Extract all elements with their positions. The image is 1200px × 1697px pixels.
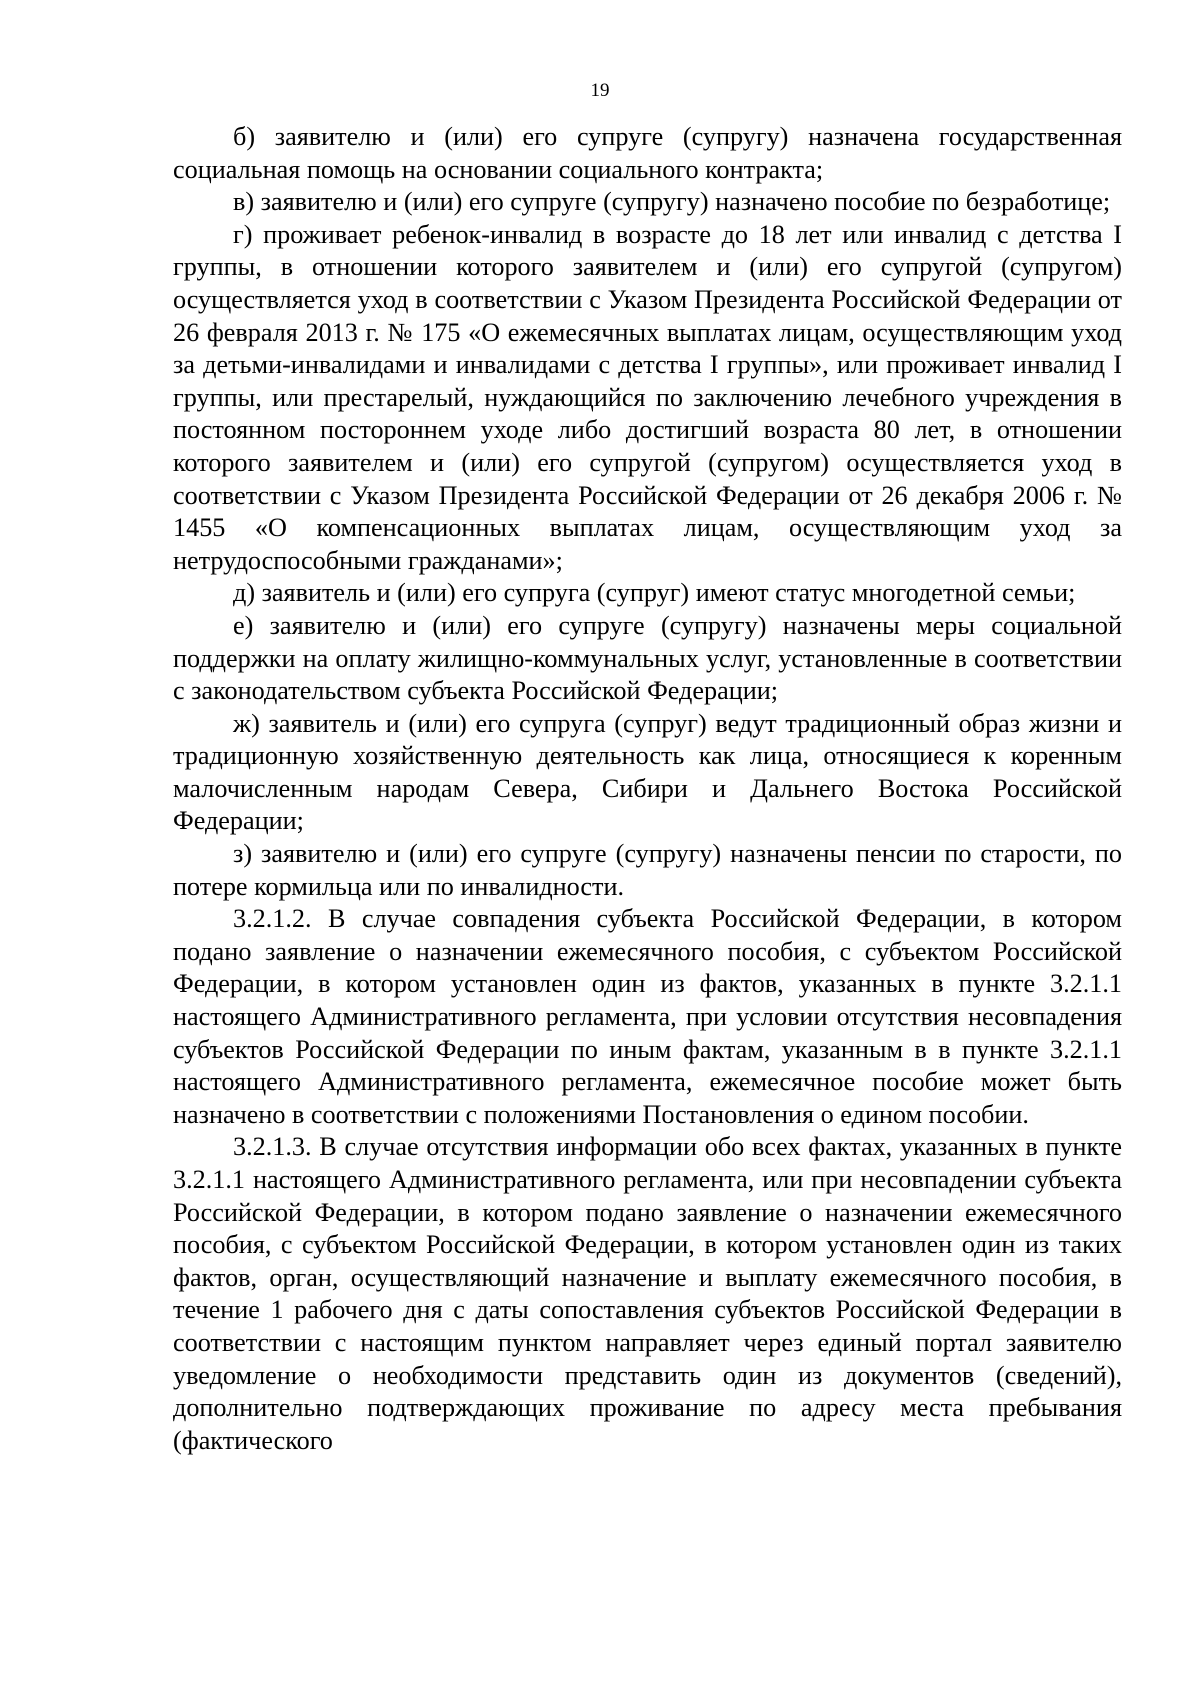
paragraph-3-2-1-2: 3.2.1.2. В случае совпадения субъекта Российской Федерации, в котором подано заявление о назначении ежемесячного пособия, с субъектом Российской Федерации, в котором установлен один из фактов, указанных в пункте 3.2.1.1 настоящего Административного регламента, при условии отсутствия несовпадения субъектов Российской Федерации по иным фактам, указанным в в пункте 3.2.1.1 настоящего Административного регламента, ежемесячное пособие может быть назначено в соответствии с положениями Постановления о едином пособии. — [173, 904, 1122, 1129]
paragraph-3-2-1-3: 3.2.1.3. В случае отсутствия информации обо всех фактах, указанных в пункте 3.2.1.1 настоящего Административного регламента, или при несовпадении субъекта Российской Федерации, в котором подано заявление о назначении ежемесячного пособия, с субъектом Российской Федерации, в котором установлен один из таких фактов, орган, осуществляющий назначение и выплату ежемесячного пособия, в течение 1 рабочего дня с даты сопоставления субъектов Российской Федерации в соответствии с настоящим пунктом направляет через единый портал заявителю уведомление о необходимости представить один из документов (сведений), дополнительно подтверждающих проживание по адресу места пребывания (фактического — [173, 1132, 1122, 1455]
paragraph-e: е) заявителю и (или) его супруге (супругу) назначены меры социальной поддержки на оплату жилищно-коммунальных услуг, установленные в соответствии с законодательством субъекта Российской Федерации; — [173, 610, 1122, 706]
paragraph-d: д) заявитель и (или) его супруга (супруг) имеют статус многодетной семьи; — [233, 578, 1076, 608]
paragraph-b: б) заявителю и (или) его супруге (супругу) назначена государственная социальная помощь на основании социального контракта; — [173, 122, 1122, 184]
document-body — [173, 121, 1122, 1457]
paragraph-v: в) заявителю и (или) его супруге (супругу) назначено пособие по безработице; — [233, 187, 1111, 217]
paragraph-z: з) заявителю и (или) его супруге (супругу) назначены пенсии по старости, по потере кормильца или по инвалидности. — [173, 839, 1122, 901]
page-number: 19 — [590, 80, 610, 101]
paragraph-g: г) проживает ребенок-инвалид в возрасте до 18 лет или инвалид с детства I группы, в отношении которого заявителем и (или) его супругой (супругом) осуществляется уход в соответствии с Указом Президента Российской Федерации от 26 февраля 2013 г. № 175 «О ежемесячных выплатах лицам, осуществляющим уход за детьми-инвалидами и инвалидами с детства I группы», или проживает инвалид I группы, или престарелый, нуждающийся по заключению лечебного учреждения в постоянном постороннем уходе либо достигший возраста 80 лет, в отношении которого заявителем и (или) его супругой (супругом) осуществляется уход в соответствии с Указом Президента Российской Федерации от 26 декабря 2006 г. № 1455 «О компенсационных выплатах лицам, осуществляющим уход за нетрудоспособными гражданами»; — [173, 219, 1122, 575]
paragraph-zh: ж) заявитель и (или) его супруга (супруг) ведут традиционный образ жизни и традиционную хозяйственную деятельность как лица, относящиеся к коренным малочисленным народам Севера, Сибири и Дальнего Востока Российской Федерации; — [173, 708, 1122, 836]
